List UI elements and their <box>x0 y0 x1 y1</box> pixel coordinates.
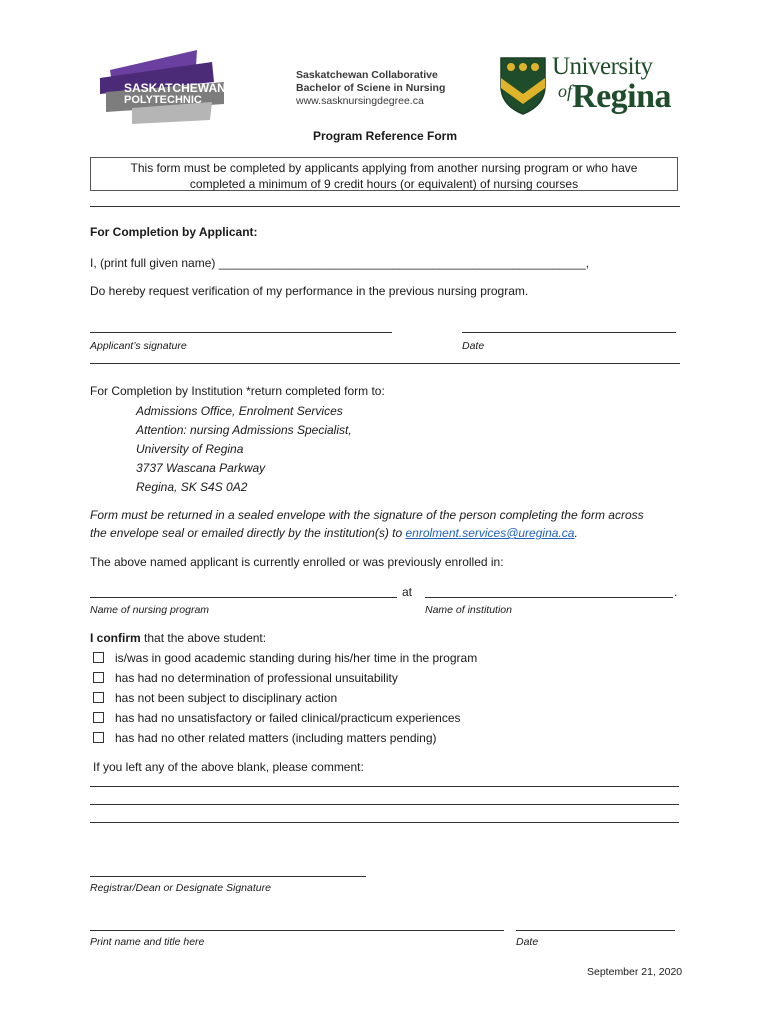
checkbox-no-failed-clinical[interactable] <box>93 712 104 723</box>
sp-logo-word-1: SASKATCHEWAN <box>124 81 226 95</box>
address-line-5: Regina, SK S4S 0A2 <box>136 480 248 494</box>
print-name-line[interactable] <box>90 930 504 931</box>
enrolment-email-link[interactable]: enrolment.services@uregina.ca <box>405 526 575 540</box>
registrar-signature-line[interactable] <box>90 876 366 877</box>
checklist-item <box>93 651 477 665</box>
checklist-item <box>93 671 398 685</box>
checklist-label: has had no other related matters (including matters pending) <box>115 731 437 745</box>
checkbox-no-unsuitability[interactable] <box>93 672 104 683</box>
nursing-program-caption: Name of nursing program <box>90 604 210 616</box>
institution-heading: For Completion by Institution *return completed form to: <box>90 384 385 398</box>
checklist-label: has had no unsatisfactory or failed clinical/practicum experiences <box>115 711 461 725</box>
ur-word-of: of <box>558 81 573 101</box>
nursing-program-line[interactable] <box>90 597 397 598</box>
program-title-block <box>296 69 445 108</box>
applicant-signature-caption: Applicant’s signature <box>90 340 187 352</box>
section-divider-middle <box>90 363 680 364</box>
checkbox-no-other-matters[interactable] <box>93 732 104 743</box>
sealed-envelope-text: the envelope seal or emailed directly by the institution(s) to <box>90 526 406 540</box>
request-statement: Do hereby request verification of my performance in the previous nursing program. <box>90 284 529 298</box>
confirm-statement <box>90 631 266 645</box>
checkbox-good-standing[interactable] <box>93 652 104 663</box>
sealed-envelope-period: . <box>574 526 578 540</box>
checklist-label: has had no determination of professional unsuitability <box>115 671 398 685</box>
at-label: at <box>402 585 413 599</box>
comment-line-2[interactable] <box>90 804 679 805</box>
notice-line-1: This form must be completed by applicants applying from another nursing program or who have <box>130 161 638 175</box>
form-title: Program Reference Form <box>312 129 458 143</box>
institution-caption: Name of institution <box>425 604 512 616</box>
comment-line-1[interactable] <box>90 786 679 787</box>
registrar-signature-caption: Registrar/Dean or Designate Signature <box>90 882 271 894</box>
university-of-regina-crest-icon <box>499 56 547 116</box>
checklist-item <box>93 691 337 705</box>
ur-word-university: University <box>552 53 653 80</box>
sealed-envelope-line-1: Form must be returned in a sealed envelope with the signature of the person completing the form across <box>90 508 644 522</box>
eligibility-notice-box <box>90 157 678 191</box>
comment-line-3[interactable] <box>90 822 679 823</box>
print-name-caption: Print name and title here <box>90 936 205 948</box>
program-website: www.sasknursingdegree.ca <box>296 95 424 107</box>
applicant-date-caption: Date <box>462 340 485 352</box>
address-line-2: Attention: nursing Admissions Specialist, <box>136 423 352 437</box>
section-divider-top <box>90 206 680 207</box>
confirm-lead: I confirm <box>90 631 141 645</box>
notice-line-2: completed a minimum of 9 credit hours (or equivalent) of nursing courses <box>189 177 579 191</box>
checklist-label: has not been subject to disciplinary action <box>115 691 338 705</box>
confirm-rest: that the above student: <box>140 631 267 645</box>
signoff-date-caption: Date <box>516 936 539 948</box>
signoff-date-line[interactable] <box>516 930 675 931</box>
sealed-envelope-line-2 <box>90 526 578 540</box>
saskatchewan-polytechnic-logo <box>92 48 237 124</box>
form-revision-date: September 21, 2020 <box>587 966 683 978</box>
sp-logo-word-2: POLYTECHNIC <box>124 94 202 106</box>
checklist-item <box>93 711 461 725</box>
checklist-label: is/was in good academic standing during his/her time in the program <box>115 651 478 665</box>
checklist-item <box>93 731 437 745</box>
program-line-1: Saskatchewan Collaborative <box>296 69 438 81</box>
ur-word-regina: Regina <box>572 78 672 115</box>
applicant-heading: For Completion by Applicant: <box>90 225 258 239</box>
institution-line-period: . <box>674 585 678 599</box>
program-line-2: Bachelor of Sciene in Nursing <box>296 82 446 94</box>
address-line-3: University of Regina <box>136 442 244 456</box>
university-of-regina-wordmark <box>552 53 672 115</box>
address-line-4: 3737 Wascana Parkway <box>136 461 266 475</box>
checkbox-no-disciplinary[interactable] <box>93 692 104 703</box>
address-line-1: Admissions Office, Enrolment Services <box>136 404 343 418</box>
applicant-name-field[interactable]: I, (print full given name) _______________________________________________________, <box>90 256 590 270</box>
enrolled-statement: The above named applicant is currently enrolled or was previously enrolled in: <box>90 555 504 569</box>
institution-name-line[interactable] <box>425 597 673 598</box>
comment-prompt: If you left any of the above blank, please comment: <box>93 760 364 774</box>
applicant-signature-line[interactable] <box>90 332 392 333</box>
applicant-date-line[interactable] <box>462 332 676 333</box>
